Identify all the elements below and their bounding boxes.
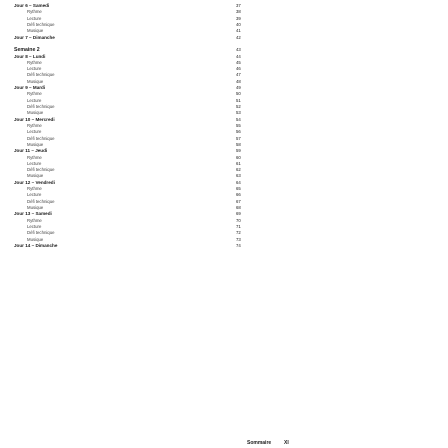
toc-page-number: 63 <box>236 173 241 179</box>
toc-entry-label: Musique <box>27 110 44 116</box>
toc-entry-label: Rythme <box>27 154 42 160</box>
toc-day-heading-label: Jour 13 – Samedi <box>14 211 52 217</box>
toc-day-heading-label: Jour 11 – Jeudi <box>14 148 48 154</box>
summary-page-number: XI <box>284 440 289 446</box>
toc-page-number: 49 <box>236 85 241 91</box>
toc-page-number: 37 <box>236 3 241 8</box>
toc-page-number: 67 <box>236 198 241 204</box>
toc-page-number: 60 <box>236 154 241 160</box>
toc-page-number: 69 <box>236 211 241 217</box>
toc-entry-label: Lecture <box>27 160 42 166</box>
toc-page-number: 66 <box>236 192 241 198</box>
toc-entry-label: Lecture <box>27 129 42 135</box>
toc-entry-label: Lecture <box>27 15 42 21</box>
toc-page-number: 48 <box>236 78 241 84</box>
toc-entry-label: Musique <box>27 205 44 210</box>
toc-day-heading[interactable] <box>14 243 104 249</box>
toc-page-number: 53 <box>236 110 241 116</box>
toc-page-number: 61 <box>236 160 241 166</box>
toc-entry-label: Rythme <box>27 217 42 223</box>
toc-entry-label: Musique <box>27 236 44 242</box>
toc-page-number: 74 <box>236 242 241 248</box>
toc-page-number: 43 <box>236 47 241 53</box>
toc-page-number: 68 <box>236 205 241 210</box>
page-number-column <box>236 3 276 249</box>
summary-link[interactable]: Sommaire <box>247 440 272 446</box>
toc-page-number: 52 <box>236 104 241 109</box>
toc-entry-label: Rythme <box>27 186 42 192</box>
toc-page-number: 58 <box>236 141 241 147</box>
toc-entry-label: Musique <box>27 173 44 179</box>
toc-page-number: 41 <box>236 28 241 34</box>
toc-entry-label: Musique <box>27 141 44 147</box>
toc-entry-label: Rythme <box>27 59 42 65</box>
toc-page-number: 64 <box>236 179 241 185</box>
toc-page-number: 71 <box>236 223 241 229</box>
toc-day-heading-label: Jour 10 – Mercredi <box>14 116 55 122</box>
toc-week-heading-label: Semaine 2 <box>14 47 40 54</box>
toc-page-number: 42 <box>236 34 241 40</box>
toc-page-number: 40 <box>236 21 241 27</box>
toc-entry-label: Défi technique <box>27 167 55 173</box>
toc-entry-label: Lecture <box>27 97 42 103</box>
toc-page-number: 51 <box>236 97 241 103</box>
toc-entry-label: Lecture <box>27 66 42 72</box>
toc-page-number: 73 <box>236 236 241 242</box>
toc-day-heading-label: Jour 8 – Lundi <box>14 53 46 59</box>
toc-page-number: 38 <box>236 9 241 15</box>
toc-entry-label: Musique <box>27 78 44 84</box>
toc-entry-label: Musique <box>27 28 44 34</box>
toc-day-heading-label: Jour 9 – Mardi <box>14 85 46 91</box>
toc-entry-label: Rythme <box>27 122 42 128</box>
toc-entry-label: Lecture <box>27 192 42 198</box>
toc-page-number: 44 <box>236 53 241 59</box>
toc-day-heading-label: Jour 14 – Dimanche <box>14 242 58 248</box>
toc-entry-label: Rythme <box>27 9 42 15</box>
toc-entry-label: Défi technique <box>27 72 55 78</box>
toc-page-number: 50 <box>236 91 241 97</box>
toc-page-number: 72 <box>236 230 241 236</box>
toc-entry-label: Défi technique <box>27 198 55 204</box>
toc-entry-label: Défi technique <box>27 21 55 27</box>
toc-page-number: 54 <box>236 116 241 122</box>
toc-page-number: 59 <box>236 148 241 154</box>
toc-page-number: 55 <box>236 122 241 128</box>
toc-day-heading-label: Jour 7 – Dimanche <box>14 34 55 40</box>
toc-page-number: 70 <box>236 217 241 223</box>
toc-page-number: 57 <box>236 135 241 141</box>
toc-page-number: 56 <box>236 129 241 135</box>
toc-page-number: 47 <box>236 72 241 78</box>
toc-entry-label: Défi technique <box>27 104 55 109</box>
toc-page-number: 45 <box>236 59 241 65</box>
toc-entry-label: Rythme <box>27 91 42 97</box>
toc-entry-label: Lecture <box>27 223 42 229</box>
toc-entry-label: Défi technique <box>27 135 55 141</box>
toc-day-heading-label: Jour 12 – Vendredi <box>14 179 55 185</box>
table-of-contents-labels <box>14 3 104 249</box>
toc-entry-label: Défi technique <box>27 230 55 236</box>
toc-page-number: 62 <box>236 167 241 173</box>
toc-page-number: 46 <box>236 66 241 72</box>
toc-page-number: 65 <box>236 186 241 192</box>
toc-day-heading-label: Jour 6 – Samedi <box>14 3 50 8</box>
toc-page-number: 39 <box>236 15 241 21</box>
